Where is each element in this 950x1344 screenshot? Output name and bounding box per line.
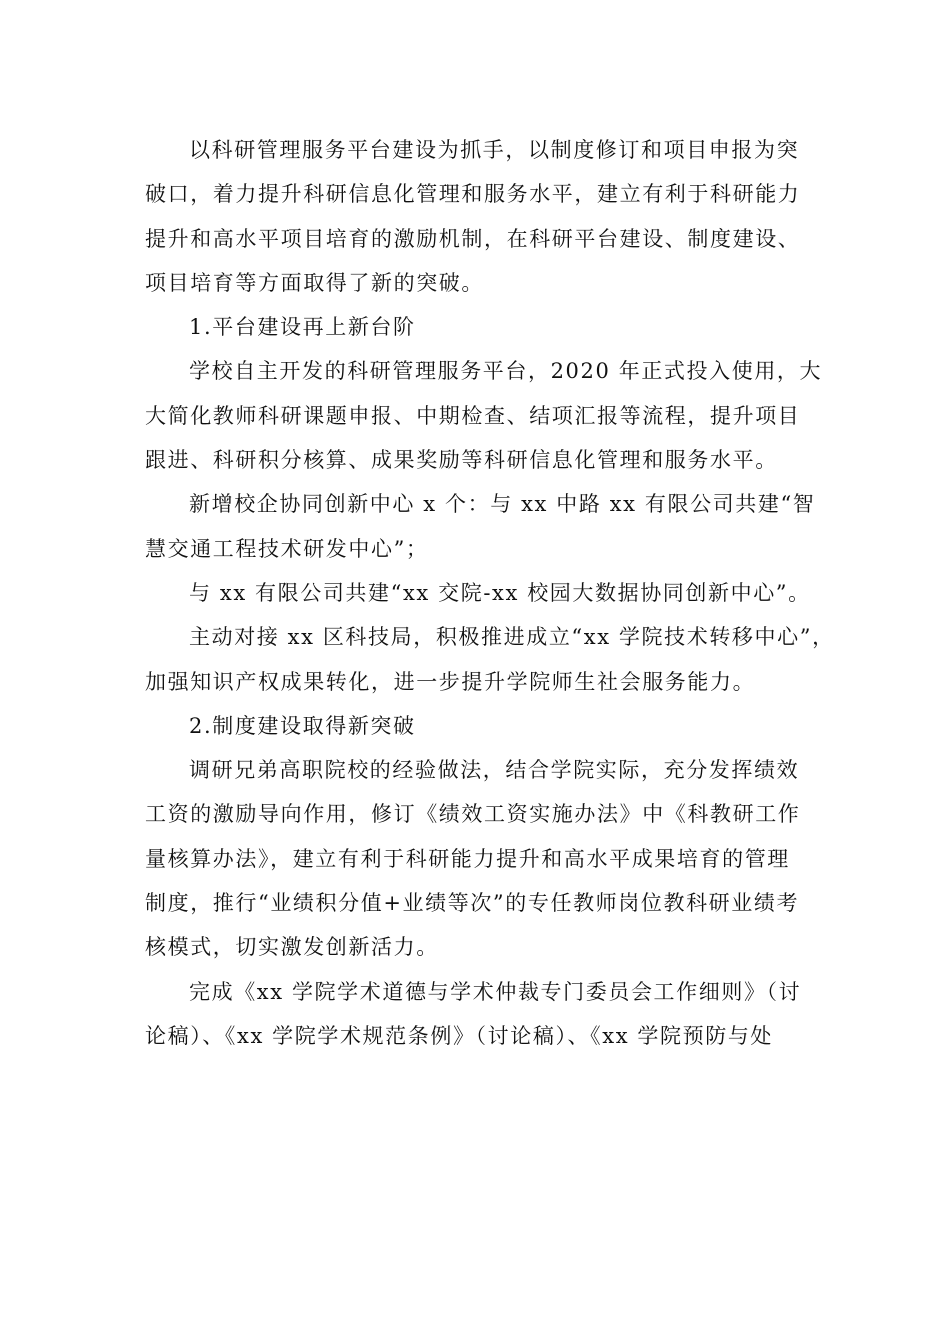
text-line: 完成《xx 学院学术道德与学术仲裁专门委员会工作细则》（讨 (189, 979, 802, 1004)
text-line: 制度，推行“业绩积分值+业绩等次”的专任教师岗位教科研业绩考 (145, 891, 800, 916)
paragraph-tech-transfer (145, 615, 835, 704)
text-line: 加强知识产权成果转化，进一步提升学院师生社会服务能力。 (145, 669, 756, 694)
text-line: 学校自主开发的科研管理服务平台，2020 年正式投入使用，大 (189, 359, 823, 384)
text-line: 主动对接 xx 区科技局，积极推进成立“xx 学院技术转移中心”， (189, 625, 835, 650)
text-line: 调研兄弟高职院校的经验做法，结合学院实际，充分发挥绩效 (189, 758, 800, 783)
text-line: 破口，着力提升科研信息化管理和服务水平，建立有利于科研能力 (145, 182, 801, 207)
paragraph-regulations (145, 970, 805, 1059)
section-heading-platform (145, 305, 805, 349)
document-body (145, 128, 835, 1058)
text-line: 核模式，切实激发创新活力。 (145, 935, 439, 960)
text-line: 跟进、科研积分核算、成果奖励等科研信息化管理和服务水平。 (145, 448, 778, 473)
section-heading-system (145, 704, 805, 748)
text-line: 论稿）、《xx 学院学术规范条例》（讨论稿）、《xx 学院预防与处 (145, 1023, 774, 1048)
text-line: 大简化教师科研课题申报、中期检查、结项汇报等流程，提升项目 (145, 403, 801, 428)
paragraph-platform (145, 349, 823, 482)
paragraph-bigdata-center (145, 571, 811, 615)
heading-line: 1.平台建设再上新台阶 (189, 315, 416, 340)
text-line: 慧交通工程技术研发中心”； (145, 536, 429, 561)
paragraph-intro (145, 128, 805, 305)
text-line: 量核算办法》，建立有利于科研能力提升和高水平成果培育的管理 (145, 846, 790, 871)
paragraph-system (145, 748, 805, 969)
text-line: 以科研管理服务平台建设为抓手，以制度修订和项目申报为突 (189, 138, 800, 162)
text-line: 与 xx 有限公司共建“xx 交院-xx 校园大数据协同创新中心”。 (189, 580, 811, 605)
text-line: 新增校企协同创新中心 x 个：与 xx 中路 xx 有限公司共建“智 (189, 492, 816, 517)
text-line: 提升和高水平项目培育的激励机制，在科研平台建设、制度建设、 (145, 226, 801, 251)
text-line: 工资的激励导向作用，修订《绩效工资实施办法》中《科教研工作 (145, 802, 801, 827)
text-line: 项目培育等方面取得了新的突破。 (145, 270, 484, 295)
heading-line: 2.制度建设取得新突破 (189, 713, 416, 738)
paragraph-innovation-center (145, 482, 816, 571)
